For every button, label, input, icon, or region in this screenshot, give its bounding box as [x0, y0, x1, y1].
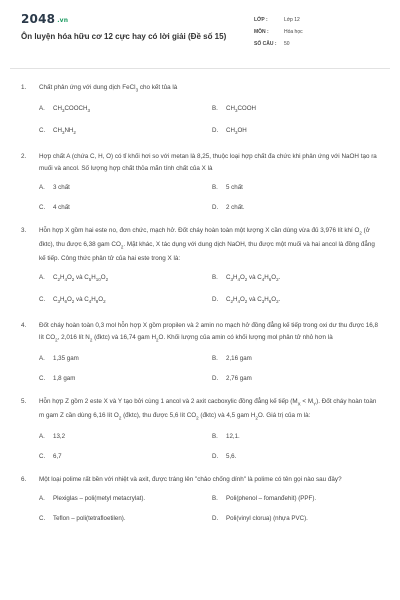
question-number: 6. [21, 476, 27, 484]
option-label: A. [39, 354, 45, 362]
logo-main: 2048 [21, 12, 56, 26]
option-label: A. [39, 105, 45, 113]
option-label: C. [39, 296, 46, 304]
question-body: Hỗn hợp X gồm hai este no, đơn chức, mạch hở. Đốt cháy hoàn toàn một lượng X cần dùng vừa đủ 3,976 lít khí $O_2$ (ở đktc), thu được 6,38 gam $CO_2$. Mặt khác, X tác dụng với dung dịch NaOH, thu được một muối và hai ancol là đồng đẳng kế tiếp. Công thức phân tử của hai este trong X là: [39, 226, 375, 263]
option-label: C. [39, 203, 46, 211]
answer-options [21, 183, 400, 213]
meta-key: LỚP : [254, 17, 268, 23]
question-3 [0, 225, 400, 308]
option-label: D. [212, 127, 219, 135]
option-text: 5,6. [226, 453, 237, 461]
question-6 [0, 474, 400, 524]
option-label: D. [212, 515, 219, 523]
answer-option-b[interactable] [212, 432, 382, 442]
question-text [21, 474, 400, 486]
logo-suffix: .vn [57, 17, 69, 24]
option-text: $CH_3OH$ [226, 127, 247, 136]
question-body: Một loại polime rất bền với nhiệt và axit, được tráng lên "chảo chống dính" là polime có tên gọi nào sau đây? [39, 476, 342, 484]
option-label: A. [39, 274, 45, 282]
answer-option-b[interactable] [212, 183, 382, 193]
question-body: Đốt cháy hoàn toàn 0,3 mol hỗn hợp X gồm propilen và 2 amin no mạch hở đồng đẳng kế tiếp trong oxi dư thu được 16,8 lít $CO_2$, 2,016 lít $N_2$ (đktc) và 16,74 gam $H_2O$. Khối lượng của amin có khối lượng mol phân tử nhỏ hơn là [39, 321, 379, 342]
option-text: 13,2 [53, 433, 66, 441]
answer-option-c[interactable] [39, 295, 212, 307]
exam-meta [254, 14, 303, 50]
answer-option-a[interactable] [39, 104, 212, 116]
option-text: $C_3H_4O_2$ và $C_4H_6O_2$. [226, 274, 281, 283]
answer-options [21, 104, 400, 138]
question-body: Chất phản ứng với dung dịch FeCl$_3$ cho kết tủa là [39, 84, 178, 93]
answer-option-d[interactable] [212, 452, 382, 462]
option-text: $C_2H_4O_2$ và $C_3H_6O_2$. [226, 296, 281, 305]
answer-option-d[interactable] [212, 374, 382, 384]
option-label: B. [212, 105, 218, 113]
meta-key: MÔN : [254, 29, 269, 35]
answer-options [21, 494, 400, 524]
answer-option-a[interactable] [39, 494, 212, 504]
answer-option-c[interactable] [39, 514, 212, 524]
answer-option-b[interactable] [212, 273, 382, 285]
question-5 [0, 396, 400, 463]
option-label: B. [212, 274, 218, 282]
answer-options [21, 432, 400, 462]
meta-key: SỐ CÂU : [254, 41, 277, 47]
option-text: 1,8 gam [53, 374, 76, 382]
answer-option-d[interactable] [212, 514, 382, 524]
answer-option-d[interactable] [212, 295, 382, 307]
option-text: Poli(vinyl clorua) (nhựa PVC). [226, 515, 308, 523]
answer-option-b[interactable] [212, 104, 382, 116]
option-text: 3 chất [53, 183, 70, 191]
question-1 [0, 82, 400, 139]
option-text: $CH_3COOH$ [226, 105, 257, 114]
answer-options [21, 273, 400, 307]
question-number: 1. [21, 84, 27, 91]
site-logo[interactable] [21, 12, 68, 26]
option-text: Plexiglas – poli(metyl metacrylat). [53, 495, 146, 503]
answer-option-a[interactable] [39, 354, 212, 364]
question-body: Hỗn hợp Z gồm 2 este X và Y tạo bởi cùng 1 ancol và 2 axit cacboxylic đồng đẳng kế tiếp $(M_X < M_Y)$. Đốt cháy hoàn toàn m gam Z cần dùng 6,16 lít $O_2$ (đktc), thu được 5,6 lít $CO_2$ (đktc) và 4,5 gam $H_2O$. Giá trị của m là: [39, 397, 377, 421]
option-label: D. [212, 296, 219, 304]
question-text [21, 225, 400, 266]
option-label: D. [212, 453, 219, 461]
option-text: Teflon – poli(tetrafloetilen). [53, 515, 126, 523]
option-label: A. [39, 495, 45, 503]
question-number: 5. [21, 397, 27, 405]
option-label: D. [212, 203, 219, 211]
option-text: 12,1. [226, 433, 240, 441]
option-text: 5 chất [226, 183, 243, 191]
question-list [0, 82, 400, 536]
question-number: 4. [21, 321, 27, 329]
option-label: C. [39, 453, 46, 461]
answer-option-b[interactable] [212, 354, 382, 364]
option-label: A. [39, 183, 45, 191]
answer-option-c[interactable] [39, 452, 212, 462]
answer-options [21, 354, 400, 384]
meta-value: Hóa học [284, 29, 303, 35]
option-label: C. [39, 515, 46, 523]
option-text: 6,7 [53, 453, 62, 461]
meta-value: Lớp 12 [284, 17, 300, 23]
question-text [21, 320, 400, 346]
answer-option-c[interactable] [39, 203, 212, 213]
meta-row [254, 26, 303, 38]
option-text: $CH_3NH_2$ [53, 127, 76, 136]
option-text: $C_3H_6O_2$ và $C_4H_8O_2$ [53, 296, 106, 305]
option-label: B. [212, 354, 218, 362]
meta-row [254, 14, 303, 26]
meta-row [254, 38, 303, 50]
option-label: C. [39, 127, 46, 135]
answer-option-c[interactable] [39, 374, 212, 384]
answer-option-d[interactable] [212, 126, 382, 138]
option-label: B. [212, 495, 218, 503]
answer-option-a[interactable] [39, 273, 212, 285]
meta-value: 50 [284, 41, 290, 47]
answer-option-c[interactable] [39, 126, 212, 138]
option-text: Poli(phenol – fomanđehit) (PPF). [226, 495, 317, 503]
option-text: $CH_3COOCH_3$ [53, 105, 90, 114]
answer-option-b[interactable] [212, 494, 382, 504]
question-2 [0, 151, 400, 213]
option-label: C. [39, 374, 46, 382]
header-divider [10, 68, 390, 69]
answer-option-d[interactable] [212, 203, 382, 213]
question-4 [0, 320, 400, 384]
header [0, 0, 400, 58]
option-text: 2 chất. [226, 203, 245, 211]
option-label: B. [212, 433, 218, 441]
option-text: 2,76 gam [226, 374, 252, 382]
question-number: 3. [21, 226, 27, 234]
option-label: A. [39, 433, 45, 441]
question-text [21, 151, 400, 175]
option-label: B. [212, 183, 218, 191]
question-text [21, 82, 400, 96]
question-text [21, 396, 400, 425]
option-text: 1,35 gam [53, 354, 79, 362]
option-text: 4 chất [53, 203, 70, 211]
page-title: Ôn luyện hóa hữu cơ 12 cực hay có lời giải (Đề số 15) [21, 32, 227, 41]
option-text: $C_2H_4O_2$ và $C_5H_{10}O_2$ [53, 274, 109, 283]
question-number: 2. [21, 152, 27, 160]
option-text: 2,16 gam [226, 354, 252, 362]
answer-option-a[interactable] [39, 183, 212, 193]
option-label: D. [212, 374, 219, 382]
question-body: Hợp chất A (chứa C, H, O) có tỉ khối hơi so với metan là 8,25, thuộc loại hợp chất đa chức khi phản ứng với NaOH tạo ra muối và ancol. Số lượng hợp chất thỏa mãn tính chất của X là [39, 152, 377, 172]
answer-option-a[interactable] [39, 432, 212, 442]
